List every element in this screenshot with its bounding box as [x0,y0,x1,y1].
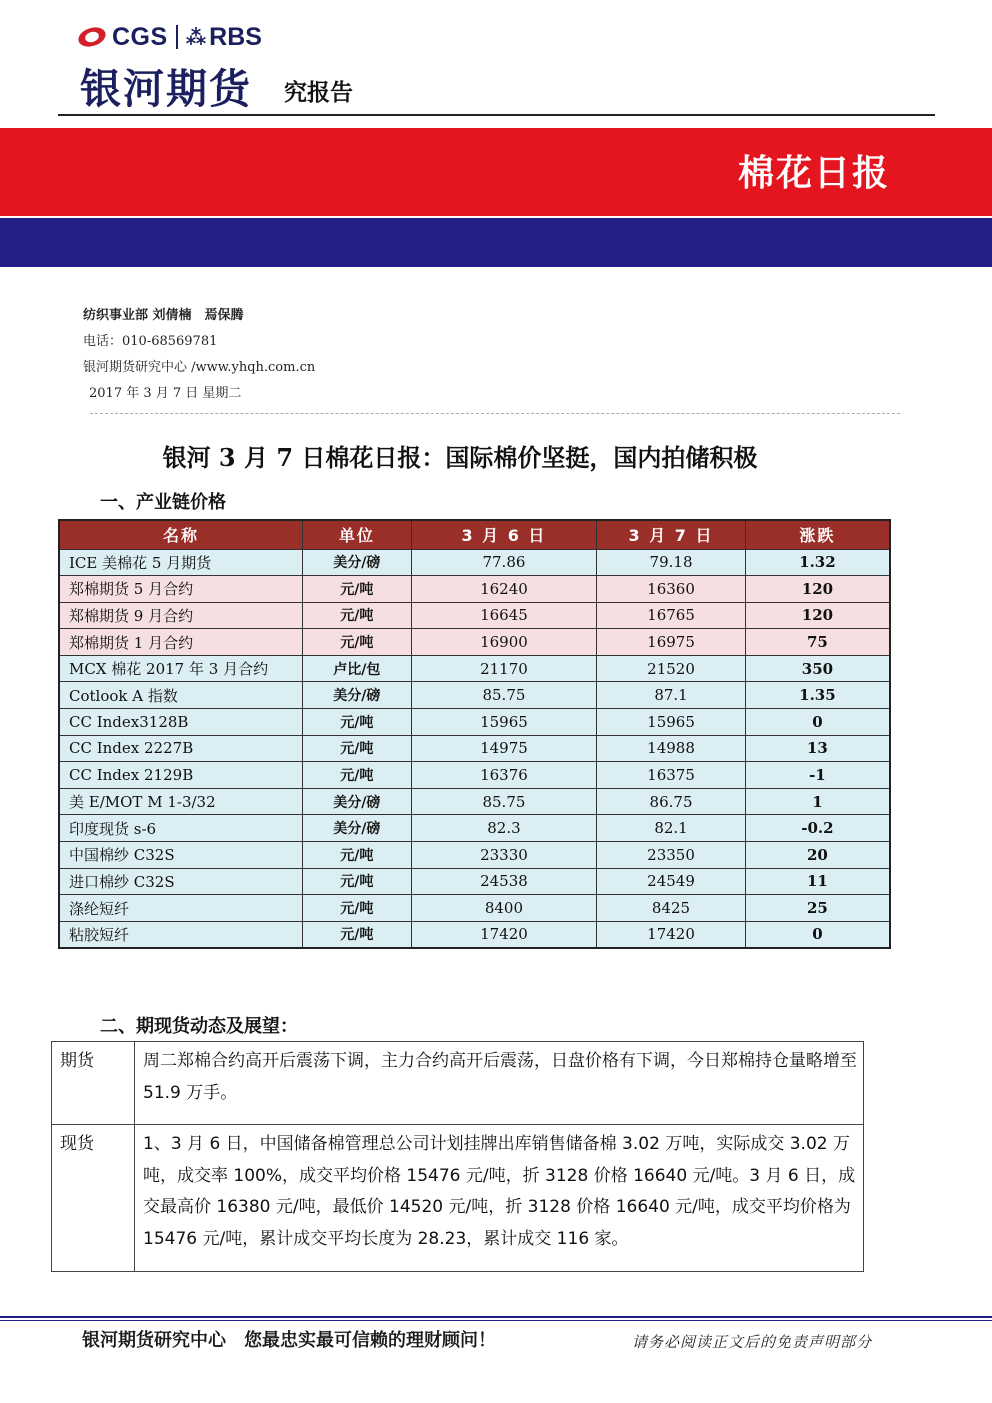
footer-slogan: 银河期货研究中心 您最忠实最可信赖的理财顾问！ [82,1330,496,1351]
cell-unit: 美分/磅 [303,788,412,815]
cell-name: MCX 棉花 2017 年 3 月合约 [59,655,303,682]
cell-unit: 元/吨 [303,709,412,736]
cell-name: 郑棉期货 1 月合约 [59,629,303,656]
cell-mar6: 16376 [411,762,597,789]
table-row [59,709,890,736]
report-type: 究报告 [284,80,353,106]
col-header-unit: 单位 [303,520,412,549]
cell-change: 20 [745,842,890,869]
footer-disclaimer-note: 请务必阅读正文后的免责声明部分 [632,1333,873,1351]
cell-unit: 元/吨 [303,868,412,895]
cell-mar6: 14975 [411,735,597,762]
table-row [59,682,890,709]
cell-change: 75 [745,629,890,656]
cell-mar7: 14988 [597,735,746,762]
cell-change: 13 [745,735,890,762]
cell-name: 美 E/MOT M 1-3/32 [59,788,303,815]
cell-mar6: 15965 [411,709,597,736]
logo-divider [176,25,178,49]
rbs-logo-icon: ⁂ [185,25,207,49]
table-row [59,788,890,815]
logo-rbs-text: RBS [209,22,262,51]
cell-unit: 美分/磅 [303,815,412,842]
cell-mar6: 82.3 [411,815,597,842]
cell-name: 涤纶短纤 [59,895,303,922]
cell-mar7: 16360 [597,576,746,603]
cell-unit: 元/吨 [303,842,412,869]
cell-mar7: 24549 [597,868,746,895]
cell-unit: 元/吨 [303,735,412,762]
cell-mar7: 16975 [597,629,746,656]
author-website: 银河期货研究中心 /www.yhqh.com.cn [83,360,316,375]
page-title: 银河 3 月 7 日棉花日报：国际棉价坚挺，国内拍储积极 [162,443,758,472]
price-table [58,519,891,949]
cell-mar6: 23330 [411,842,597,869]
cell-name: Cotlook A 指数 [59,682,303,709]
cell-change: -0.2 [745,815,890,842]
cell-mar6: 24538 [411,868,597,895]
cell-change: 120 [745,576,890,603]
logo-cgs-text: CGS [112,22,168,51]
col-header-mar6: 3 月 6 日 [411,520,597,549]
cell-change: 0 [745,921,890,948]
cell-mar7: 23350 [597,842,746,869]
cell-change: 11 [745,868,890,895]
header-divider [58,114,935,116]
author-phone: 电话：010-68569781 [83,334,218,349]
cell-change: 1.35 [745,682,890,709]
cell-name: CC Index 2227B [59,735,303,762]
cell-name: 郑棉期货 5 月合约 [59,576,303,603]
cell-mar7: 79.18 [597,549,746,576]
cell-change: 25 [745,895,890,922]
table-row [59,921,890,948]
cell-mar6: 16645 [411,602,597,629]
logo [78,20,262,54]
table-row [59,602,890,629]
author-department: 纺织事业部 刘倩楠 焉保腾 [83,308,244,323]
cell-name: CC Index3128B [59,709,303,736]
cell-name: 进口棉纱 C32S [59,868,303,895]
table-row [59,762,890,789]
cell-unit: 元/吨 [303,762,412,789]
spot-text: 1、3 月 6 日，中国储备棉管理总公司计划挂牌出库销售储备棉 3.02 万吨，实际成交 3.02 万吨，成交率 100%，成交平均价格 15476 元/吨，折 3128 价格 16640 元/吨。3 月 6 日，成交最高价 16380 元/吨，最低价 14520 元/吨，折 3128 价格 16640 元/吨，成交平均价格为 15476 元/吨，累计成交平均长度为 28.23，累计成交 116 家。 [135,1125,864,1272]
cell-mar7: 87.1 [597,682,746,709]
table-row [59,549,890,576]
cell-change: 1 [745,788,890,815]
cell-unit: 元/吨 [303,576,412,603]
cell-name: 印度现货 s-6 [59,815,303,842]
futures-label: 期货 [52,1042,135,1125]
table-row [59,842,890,869]
cell-name: ICE 美棉花 5 月期货 [59,549,303,576]
cell-mar7: 17420 [597,921,746,948]
cell-name: 郑棉期货 9 月合约 [59,602,303,629]
futures-text: 周二郑棉合约高开后震荡下调，主力合约高开后震荡，日盘价格有下调，今日郑棉持仓量略增至 51.9 万手。 [135,1042,864,1125]
cell-mar7: 8425 [597,895,746,922]
table-row [59,629,890,656]
table-row [59,576,890,603]
cell-mar6: 77.86 [411,549,597,576]
outlook-row-spot [52,1125,864,1272]
cgs-logo-icon [78,24,108,50]
cell-unit: 元/吨 [303,895,412,922]
footer-divider-thin [0,1320,992,1321]
cell-mar7: 15965 [597,709,746,736]
outlook-row-futures [52,1042,864,1125]
blue-band [0,218,992,267]
report-band-title: 棉花日报 [737,153,890,194]
cell-mar7: 16765 [597,602,746,629]
section-heading-outlook: 二、期现货动态及展望： [100,1016,298,1037]
table-row [59,735,890,762]
cell-mar7: 16375 [597,762,746,789]
cell-unit: 元/吨 [303,921,412,948]
spot-label: 现货 [52,1125,135,1272]
cell-mar6: 85.75 [411,788,597,815]
meta-divider [90,413,900,414]
cell-change: 350 [745,655,890,682]
table-row [59,815,890,842]
table-row [59,868,890,895]
section-heading-prices: 一、产业链价格 [100,492,226,513]
col-header-change: 涨跌 [745,520,890,549]
cell-change: 1.32 [745,549,890,576]
col-header-mar7: 3 月 7 日 [597,520,746,549]
cell-name: CC Index 2129B [59,762,303,789]
cell-mar7: 82.1 [597,815,746,842]
table-header-row [59,520,890,549]
cell-change: 120 [745,602,890,629]
table-row [59,655,890,682]
cell-unit: 美分/磅 [303,549,412,576]
cell-mar6: 16240 [411,576,597,603]
cell-mar7: 86.75 [597,788,746,815]
cell-unit: 元/吨 [303,629,412,656]
cell-name: 粘胶短纤 [59,921,303,948]
outlook-table [51,1041,864,1272]
cell-unit: 卢比/包 [303,655,412,682]
cell-change: 0 [745,709,890,736]
cell-mar6: 85.75 [411,682,597,709]
cell-change: -1 [745,762,890,789]
cell-name: 中国棉纱 C32S [59,842,303,869]
footer-divider [0,1316,992,1318]
cell-unit: 美分/磅 [303,682,412,709]
cell-mar6: 21170 [411,655,597,682]
company-name: 银河期货 [80,65,252,113]
cell-mar6: 17420 [411,921,597,948]
col-header-name: 名称 [59,520,303,549]
cell-mar6: 8400 [411,895,597,922]
cell-mar7: 21520 [597,655,746,682]
cell-mar6: 16900 [411,629,597,656]
cell-unit: 元/吨 [303,602,412,629]
report-date: 2017 年 3 月 7 日 星期二 [89,386,242,401]
table-row [59,895,890,922]
